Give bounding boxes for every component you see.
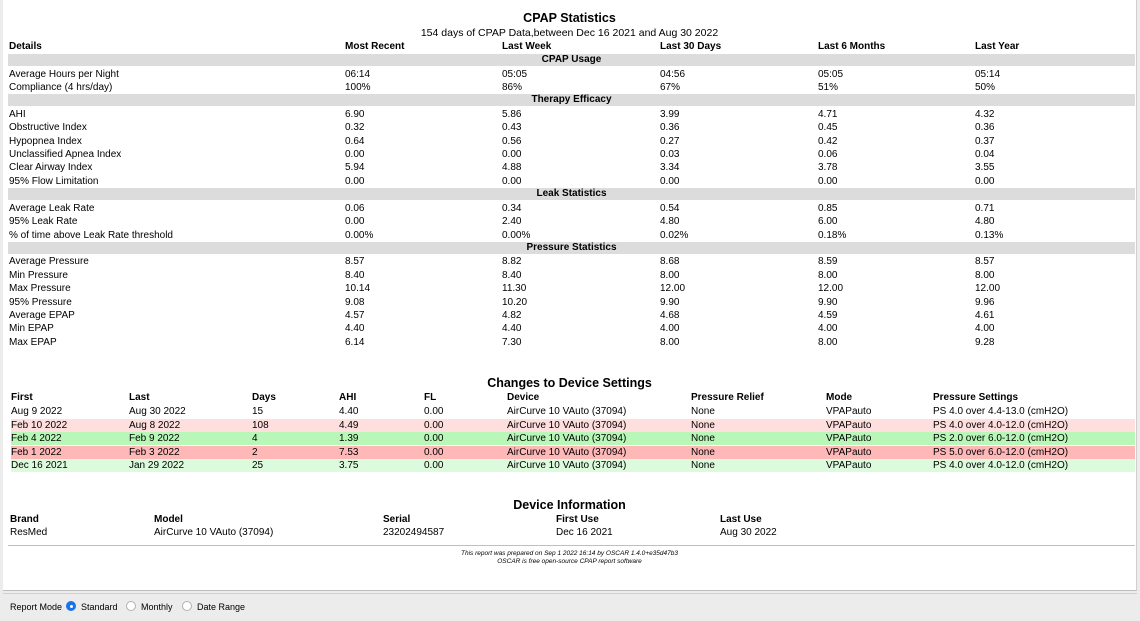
report-title: CPAP Statistics — [523, 11, 616, 25]
stat-value: 5.94 — [345, 162, 365, 174]
stat-value: 10.20 — [502, 296, 528, 308]
settings-cell: Dec 16 2021 — [11, 460, 68, 471]
device-value: 23202494587 — [383, 527, 445, 538]
stat-value: 0.18% — [818, 229, 847, 241]
settings-cell: 15 — [252, 406, 264, 417]
settings-cell: Aug 9 2022 — [11, 406, 63, 417]
changes-column-header: Pressure Relief — [691, 392, 764, 403]
radio-monthly-label[interactable]: Monthly — [141, 602, 173, 612]
stat-value: 4.40 — [345, 323, 365, 335]
stats-column-header: Last Week — [502, 41, 552, 52]
footer-line-1: This report was prepared on Sep 1 2022 16:14 by OSCAR 1.4.0+e35d47b3 — [461, 550, 678, 557]
stat-value: 0.03 — [660, 149, 680, 160]
settings-row — [11, 405, 1135, 418]
stat-value: 0.00% — [502, 229, 531, 241]
stat-value: 8.59 — [818, 256, 838, 268]
stat-value: 0.45 — [818, 122, 838, 134]
stat-label: Average Hours per Night — [9, 68, 119, 80]
stats-row — [3, 336, 1136, 349]
stat-value: 3.34 — [660, 162, 680, 174]
stat-value: 4.57 — [345, 310, 365, 321]
stats-column-header: Last Year — [975, 41, 1020, 52]
stat-value: 11.30 — [502, 283, 527, 295]
stat-value: 8.00 — [818, 269, 838, 281]
settings-cell: PS 4.0 over 4.0-12.0 (cmH2O) — [933, 460, 1069, 471]
stat-value: 0.00 — [502, 149, 522, 160]
settings-cell: VPAPauto — [826, 406, 872, 417]
section-header: CPAP Usage — [8, 54, 1135, 66]
section-header: Leak Statistics — [8, 188, 1135, 200]
settings-cell: 4.49 — [339, 419, 359, 431]
stat-value: 4.00 — [975, 323, 995, 335]
stat-value: 4.00 — [818, 323, 838, 335]
stats-row — [3, 215, 1136, 228]
settings-cell: None — [691, 460, 715, 471]
stats-row — [3, 148, 1136, 161]
stat-value: 67% — [660, 81, 681, 93]
stat-label: Clear Airway Index — [9, 162, 93, 174]
device-column-header: First Use — [556, 514, 599, 525]
stat-value: 6.90 — [345, 108, 365, 120]
stat-value: 86% — [502, 81, 523, 93]
changes-column-header: AHI — [339, 392, 357, 403]
stat-value: 0.06 — [345, 202, 365, 214]
stat-value: 4.71 — [818, 108, 838, 120]
settings-cell: 0.00 — [424, 460, 444, 471]
stats-row — [3, 255, 1136, 268]
settings-cell: 4 — [252, 433, 258, 444]
report-mode-bar — [3, 593, 1137, 621]
settings-cell: VPAPauto — [826, 446, 872, 458]
settings-cell: VPAPauto — [826, 433, 872, 444]
stat-value: 05:14 — [975, 68, 1001, 80]
settings-cell: 7.53 — [339, 446, 359, 458]
stat-value: 8.40 — [345, 269, 365, 281]
stat-value: 4.80 — [660, 216, 680, 228]
stat-value: 100% — [345, 81, 371, 93]
stat-value: 04:56 — [660, 68, 686, 80]
radio-standard-label[interactable]: Standard — [81, 602, 118, 612]
changes-column-header: Last — [129, 392, 150, 403]
statistics-report — [3, 0, 1137, 591]
stat-value: 51% — [818, 81, 839, 93]
changes-column-header: Device — [507, 392, 540, 403]
settings-cell: None — [691, 433, 715, 444]
device-value: AirCurve 10 VAuto (37094) — [154, 527, 274, 538]
section-header: Pressure Statistics — [8, 242, 1135, 254]
footer-divider — [8, 545, 1135, 546]
radio-standard[interactable] — [66, 601, 76, 611]
stats-column-header: Most Recent — [345, 41, 405, 52]
stat-value: 9.08 — [345, 296, 365, 308]
section-header: Therapy Efficacy — [8, 94, 1135, 106]
stat-value: 12.00 — [660, 283, 686, 295]
stat-label: 95% Leak Rate — [9, 216, 78, 228]
settings-cell: 0.00 — [424, 433, 444, 444]
stat-value: 10.14 — [345, 283, 371, 295]
stat-label: AHI — [9, 108, 26, 120]
stat-value: 0.43 — [502, 122, 522, 134]
settings-cell: 1.39 — [339, 433, 359, 444]
settings-row — [11, 419, 1135, 432]
stat-value: 0.36 — [975, 122, 995, 134]
settings-cell: 25 — [252, 460, 264, 471]
stat-value: 9.28 — [975, 336, 995, 348]
report-subtitle: 154 days of CPAP Data,between Dec 16 2021 and Aug 30 2022 — [420, 27, 719, 39]
stat-value: 4.59 — [818, 310, 838, 321]
stat-value: 05:05 — [818, 68, 844, 80]
stats-row — [3, 68, 1136, 81]
stat-value: 0.34 — [502, 202, 522, 214]
stat-value: 50% — [975, 81, 996, 93]
stat-value: 3.99 — [660, 108, 680, 120]
stat-value: 0.00 — [660, 175, 680, 187]
settings-cell: PS 5.0 over 6.0-12.0 (cmH2O) — [933, 446, 1069, 458]
settings-cell: 108 — [252, 419, 269, 431]
settings-cell: 3.75 — [339, 460, 359, 471]
stat-value: 0.64 — [345, 135, 365, 147]
stat-value: 8.40 — [502, 269, 522, 281]
settings-cell: Feb 3 2022 — [129, 446, 180, 458]
stat-value: 0.13% — [975, 229, 1004, 241]
settings-cell: Aug 8 2022 — [129, 419, 181, 431]
stat-value: 0.00% — [345, 229, 374, 241]
settings-cell: AirCurve 10 VAuto (37094) — [507, 446, 627, 458]
stat-value: 0.36 — [660, 122, 680, 134]
stat-label: 95% Flow Limitation — [9, 175, 99, 187]
settings-cell: Feb 1 2022 — [11, 446, 62, 458]
stats-row — [3, 322, 1136, 335]
device-column-header: Model — [154, 514, 183, 525]
settings-cell: AirCurve 10 VAuto (37094) — [507, 460, 627, 471]
stat-label: Average Pressure — [9, 256, 89, 268]
settings-cell: Jan 29 2022 — [129, 460, 185, 471]
stat-value: 0.85 — [818, 202, 838, 214]
settings-cell: VPAPauto — [826, 460, 872, 471]
stat-value: 06:14 — [345, 68, 371, 80]
stat-label: Unclassified Apnea Index — [9, 149, 122, 160]
stat-value: 0.56 — [502, 135, 522, 147]
stat-value: 0.00 — [345, 149, 365, 160]
stat-label: Min Pressure — [9, 269, 68, 281]
stat-value: 4.00 — [660, 323, 680, 335]
stats-row — [3, 108, 1136, 121]
stat-label: Average EPAP — [9, 310, 75, 321]
stats-row — [3, 296, 1136, 309]
footer-line-2: OSCAR is free open-source CPAP report software — [497, 558, 642, 565]
stats-row — [3, 121, 1136, 134]
stat-label: Hypopnea Index — [9, 135, 82, 147]
stat-label: Average Leak Rate — [9, 202, 95, 214]
stat-value: 0.32 — [345, 122, 365, 134]
settings-cell: PS 4.0 over 4.0-12.0 (cmH2O) — [933, 419, 1069, 431]
changes-column-header: Mode — [826, 392, 853, 403]
stat-value: 0.37 — [975, 135, 995, 147]
settings-cell: AirCurve 10 VAuto (37094) — [507, 406, 627, 417]
stat-value: 8.57 — [975, 256, 995, 268]
settings-cell: None — [691, 406, 715, 417]
stat-label: % of time above Leak Rate threshold — [9, 229, 173, 241]
stat-value: 0.00 — [818, 175, 838, 187]
stat-value: 12.00 — [975, 283, 1001, 295]
stats-row — [3, 135, 1136, 148]
device-value: Dec 16 2021 — [556, 527, 613, 538]
stat-value: 0.42 — [818, 135, 838, 147]
stat-value: 3.78 — [818, 162, 838, 174]
changes-column-header: Pressure Settings — [933, 392, 1019, 403]
settings-row — [11, 459, 1135, 472]
settings-cell: None — [691, 446, 715, 458]
stats-row — [3, 229, 1136, 242]
settings-cell: Feb 4 2022 — [11, 433, 62, 444]
settings-cell: Feb 10 2022 — [11, 419, 68, 431]
stat-value: 5.86 — [502, 108, 522, 120]
stat-value: 6.14 — [345, 336, 365, 348]
stat-value: 9.90 — [818, 296, 838, 308]
stat-value: 8.00 — [660, 336, 680, 348]
stat-value: 0.00 — [502, 175, 522, 187]
settings-cell: 0.00 — [424, 406, 444, 417]
settings-cell: AirCurve 10 VAuto (37094) — [507, 433, 627, 444]
stat-value: 7.30 — [502, 336, 522, 348]
stat-value: 3.55 — [975, 162, 995, 174]
stats-row — [3, 269, 1136, 282]
changes-title: Changes to Device Settings — [487, 376, 652, 390]
settings-cell: 4.40 — [339, 406, 359, 417]
stat-value: 2.40 — [502, 216, 522, 228]
stats-row — [3, 282, 1136, 295]
stat-value: 4.88 — [502, 162, 522, 174]
radio-date-range[interactable] — [182, 601, 192, 611]
changes-column-header: FL — [424, 392, 437, 403]
stat-value: 0.00 — [345, 175, 365, 187]
settings-row — [11, 446, 1135, 459]
stat-value: 4.82 — [502, 310, 522, 321]
stat-value: 0.00 — [975, 175, 995, 187]
settings-cell: VPAPauto — [826, 419, 872, 431]
radio-date-range-label[interactable]: Date Range — [197, 602, 246, 612]
stat-value: 05:05 — [502, 68, 528, 80]
settings-cell: PS 2.0 over 6.0-12.0 (cmH2O) — [933, 433, 1069, 444]
changes-column-header: Days — [252, 392, 276, 403]
stat-label: Compliance (4 hrs/day) — [9, 81, 113, 93]
stat-value: 0.04 — [975, 149, 995, 160]
changes-column-header: First — [11, 392, 33, 403]
stat-value: 8.68 — [660, 256, 680, 268]
settings-cell: 0.00 — [424, 419, 444, 431]
settings-cell: 0.00 — [424, 446, 444, 458]
stats-row — [3, 161, 1136, 174]
stats-row — [3, 202, 1136, 215]
stat-value: 8.57 — [345, 256, 365, 268]
stat-value: 4.80 — [975, 216, 995, 228]
stat-value: 0.06 — [818, 149, 838, 160]
settings-cell: Aug 30 2022 — [129, 406, 186, 417]
stat-value: 0.00 — [345, 216, 365, 228]
settings-cell: PS 4.0 over 4.4-13.0 (cmH2O) — [933, 406, 1069, 417]
stats-column-header: Last 6 Months — [818, 41, 886, 52]
stat-value: 8.00 — [818, 336, 838, 348]
stat-value: 4.61 — [975, 310, 995, 321]
stat-value: 0.27 — [660, 135, 680, 147]
stat-value: 6.00 — [818, 216, 838, 228]
stats-column-header: Details — [9, 41, 42, 52]
stats-column-header: Last 30 Days — [660, 41, 722, 52]
stats-row — [3, 309, 1136, 322]
settings-cell: AirCurve 10 VAuto (37094) — [507, 419, 627, 431]
device-info-title: Device Information — [513, 498, 626, 512]
stat-value: 9.96 — [975, 296, 995, 308]
device-value: Aug 30 2022 — [720, 527, 777, 538]
stat-value: 8.82 — [502, 256, 522, 268]
stat-value: 0.54 — [660, 202, 680, 214]
settings-cell: None — [691, 419, 715, 431]
stat-value: 0.02% — [660, 229, 689, 241]
device-column-header: Serial — [383, 514, 411, 525]
device-column-header: Brand — [10, 514, 39, 525]
settings-row — [11, 432, 1135, 445]
stat-value: 4.40 — [502, 323, 522, 335]
stat-label: Max EPAP — [9, 336, 57, 348]
stat-label: 95% Pressure — [9, 296, 72, 308]
stat-value: 8.00 — [660, 269, 680, 281]
settings-cell: 2 — [252, 446, 258, 458]
stat-value: 4.68 — [660, 310, 680, 321]
stat-value: 0.71 — [975, 202, 995, 214]
stat-label: Min EPAP — [9, 323, 54, 335]
stat-label: Obstructive Index — [9, 122, 87, 134]
stat-value: 9.90 — [660, 296, 680, 308]
stat-value: 4.32 — [975, 108, 995, 120]
stat-value: 8.00 — [975, 269, 995, 281]
stat-value: 12.00 — [818, 283, 844, 295]
settings-cell: Feb 9 2022 — [129, 433, 180, 444]
stat-label: Max Pressure — [9, 283, 71, 295]
device-value: ResMed — [10, 527, 48, 538]
device-column-header: Last Use — [720, 514, 762, 525]
report-mode-label: Report Mode — [10, 602, 63, 612]
radio-monthly[interactable] — [126, 601, 136, 611]
stats-row — [3, 175, 1136, 188]
stats-row — [3, 81, 1136, 94]
